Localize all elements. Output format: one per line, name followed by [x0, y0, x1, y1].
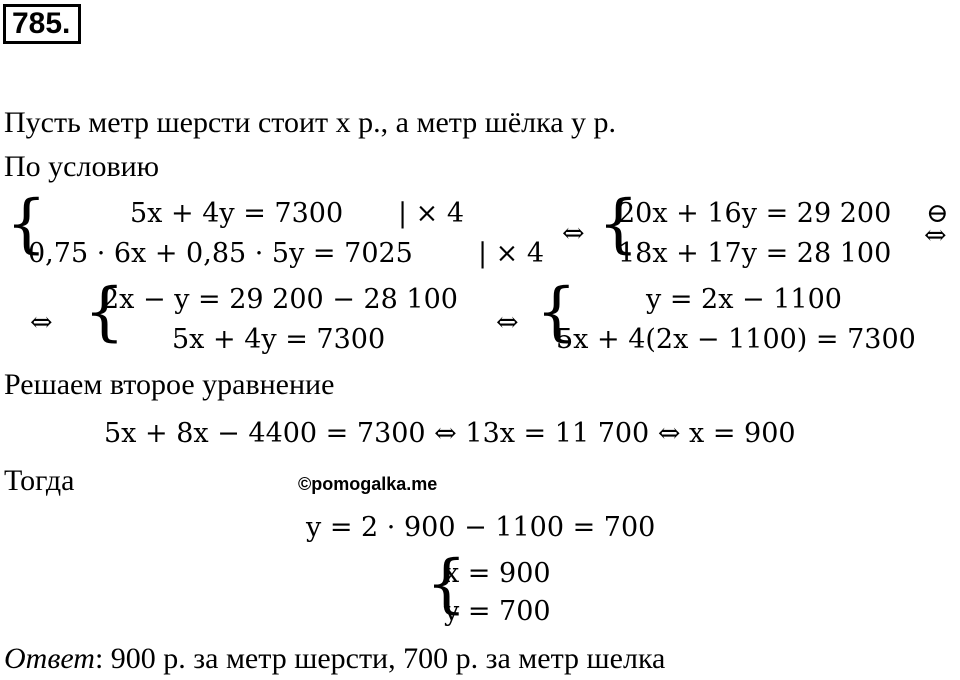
y-computation: y = 2 · 900 − 1100 = 700 — [306, 512, 656, 543]
system1-brace: { — [6, 187, 47, 261]
system3-brace: { — [84, 275, 125, 349]
final-system-eq1: x = 900 — [444, 558, 551, 589]
answer-label: Ответ — [4, 642, 95, 675]
system1-eq2: 0,75 · 6x + 0,85 · 5y = 7025 — [28, 238, 413, 269]
final-system-eq2: y = 700 — [444, 596, 551, 627]
answer-line — [4, 644, 665, 674]
system2-brace: { — [598, 187, 639, 261]
system2-eq1-op: ⊖ — [926, 198, 949, 229]
equiv-2: ⇔ — [924, 220, 947, 251]
system4-brace: { — [536, 275, 577, 349]
equiv-3: ⇔ — [30, 307, 53, 338]
answer-text: : 900 р. за метр шерсти, 700 р. за метр шелка — [94, 642, 666, 675]
solve-line: 5x + 8x − 4400 = 7300 ⇔ 13x = 11 700 ⇔ x = 900 — [104, 418, 796, 449]
system2-eq1: 20x + 16y = 29 200 — [618, 198, 892, 229]
solve-label: Решаем второе уравнение — [4, 368, 335, 401]
condition-label: По условию — [4, 150, 160, 183]
intro-text: Пусть метр шерсти стоит x р., а метр шёлка y р. — [4, 106, 617, 139]
system4-eq2: 5x + 4(2x − 1100) = 7300 — [556, 324, 916, 355]
system1-eq1: 5x + 4y = 7300 — [130, 198, 344, 229]
system1-eq1-mult: | × 4 — [398, 198, 465, 229]
system1-eq2-mult: | × 4 — [478, 238, 545, 269]
equiv-1: ⇔ — [562, 218, 585, 249]
system4-eq1: y = 2x − 1100 — [646, 284, 842, 315]
system3-eq2: 5x + 4y = 7300 — [172, 324, 386, 355]
then-label: Тогда — [4, 464, 75, 497]
problem-number: 785. — [3, 4, 81, 44]
system2-eq2: 18x + 17y = 28 100 — [618, 238, 892, 269]
watermark: ©pomogalka.me — [298, 474, 438, 494]
final-system-brace: { — [426, 547, 467, 621]
equiv-4: ⇔ — [496, 307, 519, 338]
system3-eq1: 2x − y = 29 200 − 28 100 — [102, 284, 458, 315]
